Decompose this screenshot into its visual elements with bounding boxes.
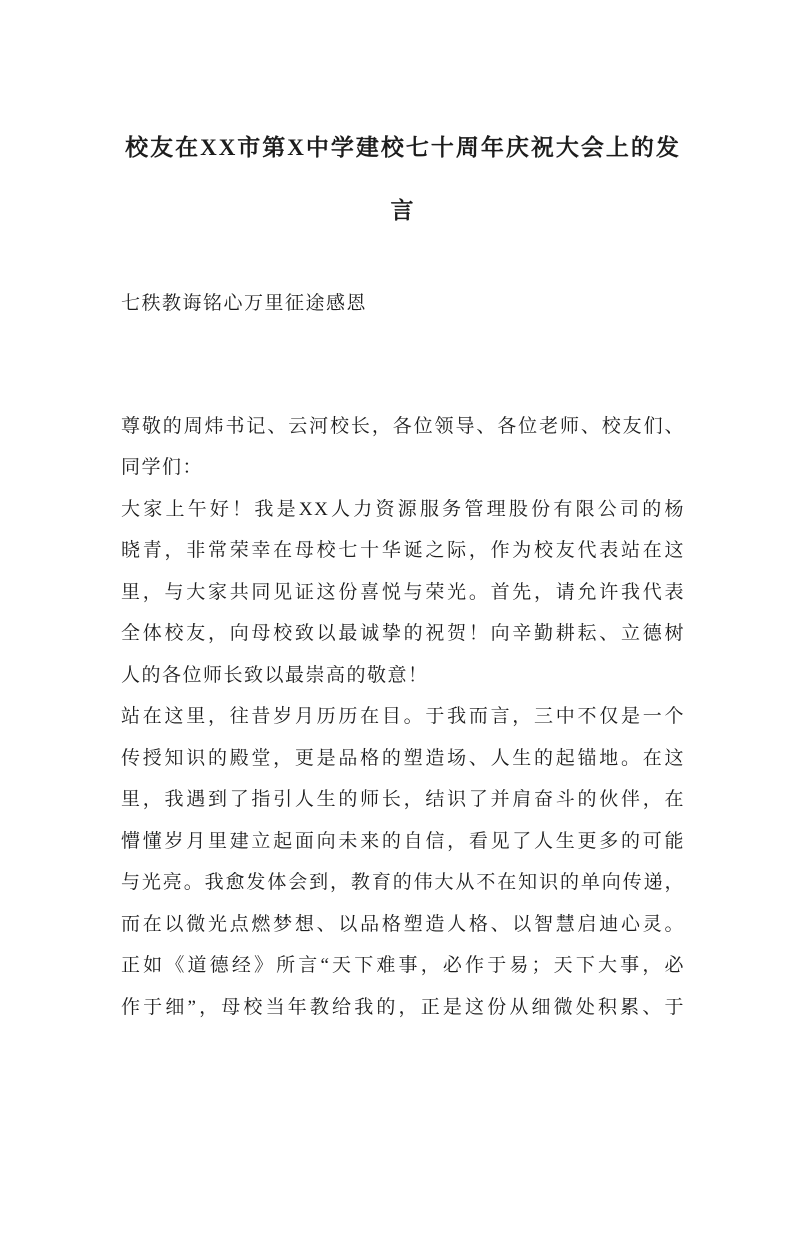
- text-line: 作于细”，母校当年教给我的，正是这份从细微处积累、于: [121, 996, 685, 1018]
- text-line: 站在这里，往昔岁月历历在目。于我而言，三中不仅是一个: [121, 706, 685, 727]
- paragraph: [121, 406, 685, 489]
- text-line: 尊敬的周炜书记、云河校长，各位领导、各位老师、校友们、: [121, 415, 685, 437]
- text-line: 全体校友，向母校致以最诚挚的祝贺！向辛勤耕耘、立德树: [121, 623, 685, 644]
- text-line: 同学们：: [121, 457, 204, 478]
- document-title: [121, 116, 685, 242]
- title-line-2: 言: [390, 198, 416, 223]
- text-line: 晓青，非常荣幸在母校七十华诞之际，作为校友代表站在这: [121, 540, 685, 561]
- text-line: 里，与大家共同见证这份喜悦与荣光。首先，请允许我代表: [121, 581, 685, 603]
- text-line: 正如《道德经》所言“天下难事，必作于易；天下大事，必: [121, 955, 685, 976]
- document-body: [121, 406, 685, 1029]
- paragraph: [121, 489, 685, 697]
- title-line-1: 校友在XX市第X中学建校七十周年庆祝大会上的发: [125, 135, 681, 160]
- document-subtitle: 七秩教诲铭心万里征途感恩: [121, 293, 368, 314]
- text-line: 传授知识的殿堂，更是品格的塑造场、人生的起锚地。在这: [121, 747, 685, 769]
- text-line: 而在以微光点燃梦想、以品格塑造人格、以智慧启迪心灵。: [121, 913, 685, 935]
- text-line: 人的各位师长致以最崇高的敬意！: [121, 664, 429, 686]
- text-line: 里，我遇到了指引人生的师长，结识了并肩奋斗的伙伴，在: [121, 789, 685, 810]
- text-line: 与光亮。我愈发体会到，教育的伟大从不在知识的单向传递，: [121, 872, 685, 893]
- document-page: [0, 116, 793, 1238]
- text-line: 懵懂岁月里建立起面向未来的自信，看见了人生更多的可能: [121, 830, 685, 852]
- paragraph: [121, 696, 685, 1028]
- text-line: 大家上午好！我是XX人力资源服务管理股份有限公司的杨: [121, 498, 685, 520]
